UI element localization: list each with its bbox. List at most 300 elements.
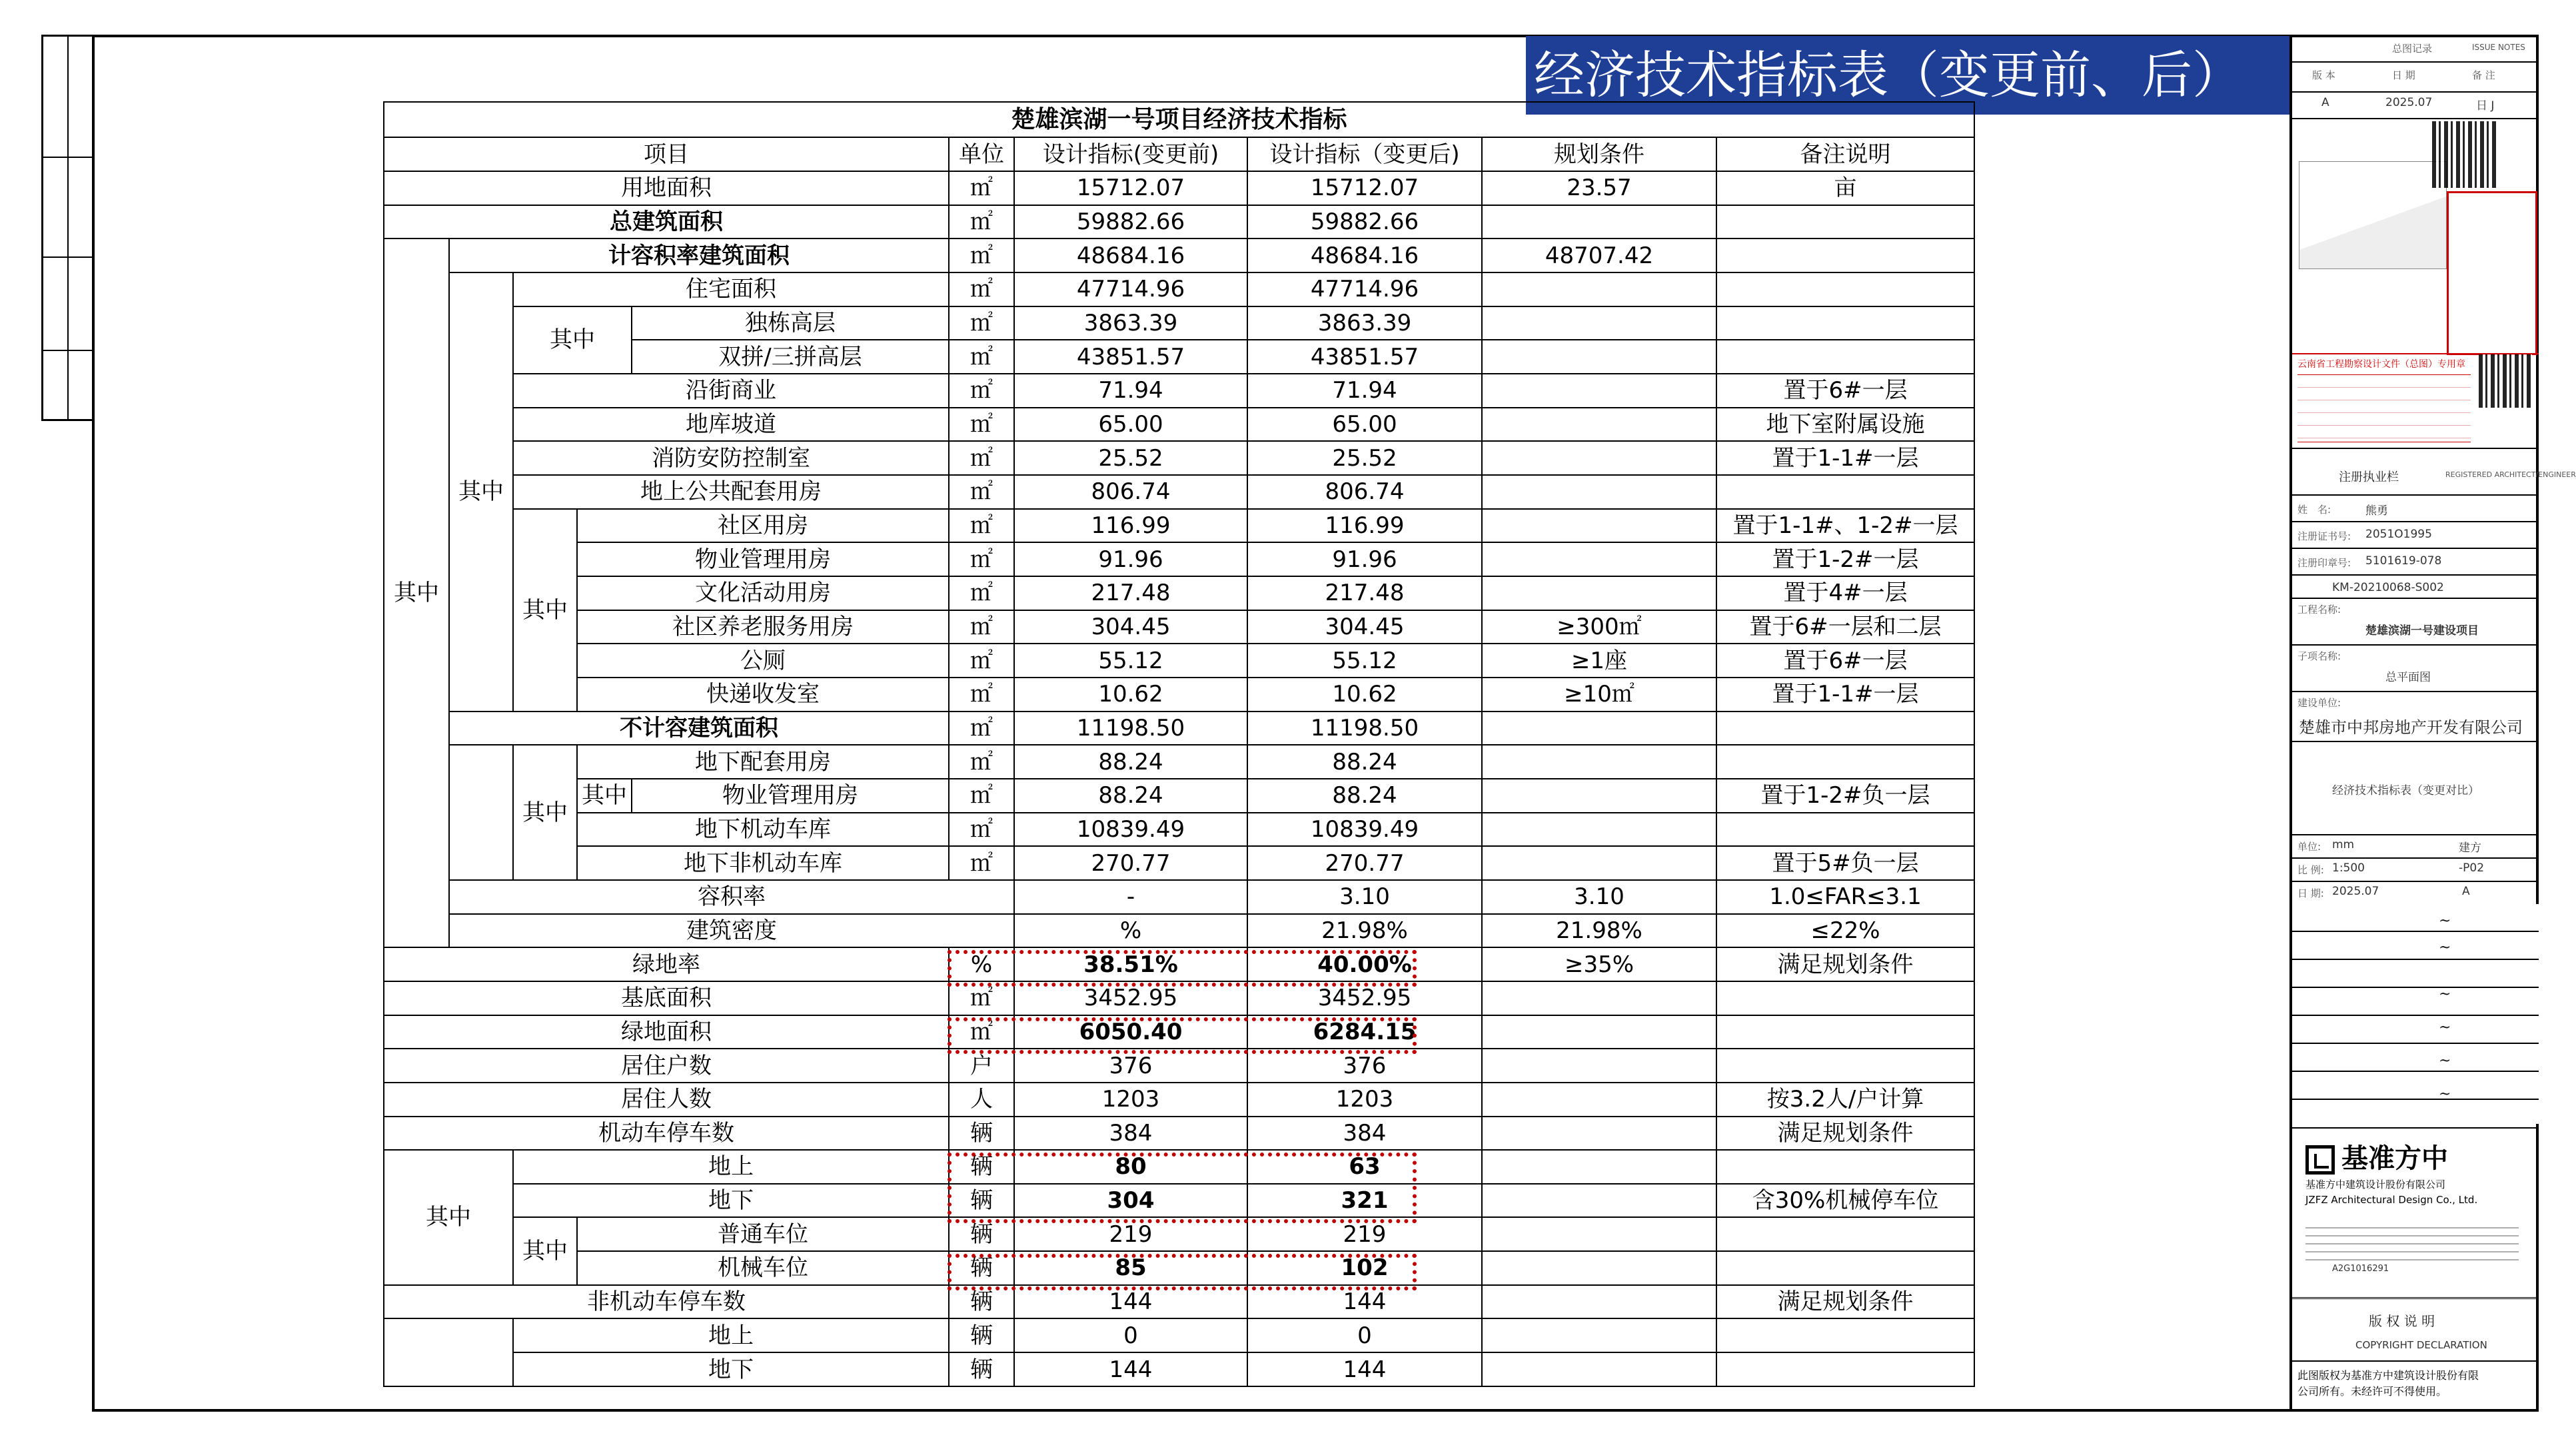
row-after: 11198.50: [1247, 712, 1482, 745]
name-value: 熊勇: [2365, 504, 2388, 518]
row-before: 55.12: [1014, 644, 1247, 678]
group-label: 其中: [384, 1150, 513, 1285]
row-before: 6050.40: [1014, 1015, 1247, 1049]
row-unit: ㎡: [949, 408, 1014, 442]
row-planning: [1482, 1251, 1716, 1285]
row-after: 25.52: [1247, 441, 1482, 475]
row-before: 71.94: [1014, 374, 1247, 408]
row-after: 6284.15: [1247, 1015, 1482, 1049]
row-remark: 地下室附属设施: [1716, 408, 1974, 442]
row-remark: [1716, 1217, 1974, 1251]
row-label: 物业管理用房: [577, 542, 949, 576]
row-label: 住宅面积: [513, 272, 949, 306]
row-remark: 置于1-2#一层: [1716, 542, 1974, 576]
row-label: 沿街商业: [513, 374, 949, 408]
table-title-row: [384, 102, 1974, 137]
row-before: 304: [1014, 1184, 1247, 1218]
row-remark: [1716, 475, 1974, 509]
row-label: 机动车停车数: [384, 1117, 949, 1151]
row-planning: 48707.42: [1482, 239, 1716, 272]
group-label: 其中: [577, 779, 632, 813]
unit-label: 单位:: [2297, 841, 2321, 853]
doc-number: A2G1016291: [2332, 1264, 2389, 1274]
table-row: [384, 745, 1974, 779]
row-after: 376: [1247, 1049, 1482, 1083]
row-after: 3863.39: [1247, 306, 1482, 340]
date-value: 2025.07: [2385, 96, 2433, 109]
row-planning: [1482, 1083, 1716, 1117]
row-remark: [1716, 981, 1974, 1015]
scale-value: 1:500: [2332, 861, 2365, 875]
row-after: 144: [1247, 1285, 1482, 1319]
row-before: 10.62: [1014, 678, 1247, 712]
drawing-number: -P02: [2459, 861, 2485, 875]
row-after: 144: [1247, 1352, 1482, 1386]
row-after: 21.98%: [1482, 914, 1716, 948]
row-remark: [1716, 1352, 1974, 1386]
row-unit: ㎡: [949, 745, 1014, 779]
row-remark: 置于6#一层: [1716, 644, 1974, 678]
row-remark: [1716, 745, 1974, 779]
copyright-title: 版 权 说 明: [2369, 1313, 2435, 1329]
row-remark: 置于6#一层: [1716, 374, 1974, 408]
row-after: 88.24: [1247, 745, 1482, 779]
row-after: 88.24: [1247, 779, 1482, 813]
row-unit: 辆: [949, 1318, 1014, 1352]
row-before: 85: [1014, 1251, 1247, 1285]
row-remark: 满足规划条件: [1716, 1285, 1974, 1319]
row-remark: 置于1-2#负一层: [1716, 779, 1974, 813]
copyright-en: COPYRIGHT DECLARATION: [2355, 1339, 2487, 1351]
row-unit: ㎡: [949, 846, 1014, 880]
stamp-value: 5101619-078: [2365, 554, 2442, 568]
row-label: 基底面积: [384, 981, 949, 1015]
row-label: 公厕: [577, 644, 949, 678]
row-after: 15712.07: [1247, 171, 1482, 205]
company-en: JZFZ Architectural Design Co., Ltd.: [2305, 1194, 2478, 1206]
group-label: 其中: [449, 272, 513, 712]
row-remark: [1716, 205, 1974, 239]
row-unit: ㎡: [949, 576, 1014, 610]
row-unit: 辆: [949, 1251, 1014, 1285]
signature-mark: ~: [2439, 986, 2451, 1003]
row-unit: 户: [949, 1049, 1014, 1083]
table-header-row: [384, 137, 1974, 171]
table-row: [384, 712, 1974, 745]
table-row: [384, 239, 1974, 272]
project-label: 工程名称:: [2297, 604, 2341, 616]
seal-stamp: [2447, 191, 2537, 355]
row-before: 304.45: [1014, 610, 1247, 644]
row-label: 地库坡道: [513, 408, 949, 442]
row-planning: ≤22%: [1716, 914, 1974, 948]
row-planning: [1482, 1352, 1716, 1386]
row-label: 总建筑面积: [384, 205, 949, 239]
signature-mark: ~: [2439, 1086, 2451, 1103]
row-after: 321: [1247, 1184, 1482, 1218]
row-unit: ㎡: [949, 981, 1014, 1015]
row-label: 地上公共配套用房: [513, 475, 949, 509]
row-unit: ㎡: [949, 171, 1014, 205]
row-after: 384: [1247, 1117, 1482, 1151]
table-row: [384, 1318, 1974, 1352]
row-remark: [1716, 1150, 1974, 1184]
row-remark: 亩: [1716, 171, 1974, 205]
row-after: 71.94: [1247, 374, 1482, 408]
title-block: [2289, 35, 2576, 1412]
row-after: 59882.66: [1247, 205, 1482, 239]
copyright-text-2: 公司所有。未经许可不得使用。: [2297, 1385, 2447, 1398]
row-planning: [1482, 576, 1716, 610]
row-before: 48684.16: [1014, 239, 1247, 272]
row-remark: 置于6#一层和二层: [1716, 610, 1974, 644]
signature-grid: [2292, 904, 2539, 1124]
row-planning: [1482, 1217, 1716, 1251]
row-planning: [1482, 340, 1716, 374]
row-remark: [1716, 306, 1974, 340]
table-row: [384, 475, 1974, 509]
row-planning: ≥35%: [1482, 947, 1716, 981]
row-before: 47714.96: [1014, 272, 1247, 306]
row-remark: [1716, 340, 1974, 374]
header-item: 项目: [384, 137, 949, 171]
row-planning: 23.57: [1482, 171, 1716, 205]
row-after: 806.74: [1247, 475, 1482, 509]
row-label: 社区养老服务用房: [577, 610, 949, 644]
blank-cell: [449, 745, 513, 880]
row-remark: 置于4#一层: [1716, 576, 1974, 610]
table-row: [384, 1184, 1974, 1218]
row-planning: [1482, 205, 1716, 239]
row-planning: [1482, 542, 1716, 576]
blank-cell: [384, 1318, 513, 1386]
row-unit: ㎡: [949, 509, 1014, 543]
row-before: 0: [1014, 1318, 1247, 1352]
row-after: 304.45: [1247, 610, 1482, 644]
row-unit: ㎡: [949, 272, 1014, 306]
row-before: 3863.39: [1014, 306, 1247, 340]
row-planning: [1482, 813, 1716, 847]
date2-value: 2025.07: [2332, 885, 2379, 898]
issue-notes-label: 总图记录: [2392, 43, 2433, 55]
row-unit: ㎡: [949, 205, 1014, 239]
row-before: 25.52: [1014, 441, 1247, 475]
table-row: [384, 914, 1974, 948]
row-planning: ≥10㎡: [1482, 678, 1716, 712]
client-label: 建设单位:: [2297, 697, 2341, 709]
copyright-text-1: 此图版权为基准方中建筑设计股份有限: [2297, 1369, 2479, 1382]
row-before: 88.24: [1014, 745, 1247, 779]
row-unit: ㎡: [949, 610, 1014, 644]
row-unit: ㎡: [949, 306, 1014, 340]
cert-value: 2051O1995: [2365, 528, 2432, 541]
row-after: 47714.96: [1247, 272, 1482, 306]
header-unit: 单位: [949, 137, 1014, 171]
table-title: 楚雄滨湖一号项目经济技术指标: [384, 102, 1974, 137]
site-thumbnail: [2299, 161, 2447, 269]
header-before: 设计指标(变更前): [1014, 137, 1247, 171]
row-label: 地下非机动车库: [577, 846, 949, 880]
table-row: [384, 1352, 1974, 1386]
table-row: [384, 1217, 1974, 1251]
table-row: [384, 408, 1974, 442]
header-remark: 备注说明: [1716, 137, 1974, 171]
group-label: 其中: [513, 745, 577, 880]
row-unit: 辆: [949, 1217, 1014, 1251]
name-label: 姓 名:: [2297, 504, 2331, 516]
row-planning: [1482, 475, 1716, 509]
table-row: [384, 205, 1974, 239]
table-row: [384, 644, 1974, 678]
row-label: 社区用房: [577, 509, 949, 543]
row-remark: 置于5#负一层: [1716, 846, 1974, 880]
row-before: 43851.57: [1014, 340, 1247, 374]
row-label: 建筑密度: [449, 914, 1014, 948]
table-row: [384, 1015, 1974, 1049]
table-row: [384, 509, 1974, 543]
version2-value: A: [2462, 885, 2470, 898]
row-after: 219: [1247, 1217, 1482, 1251]
row-unit: 辆: [949, 1184, 1014, 1218]
row-after: 102: [1247, 1251, 1482, 1285]
row-planning: ≥1座: [1482, 644, 1716, 678]
row-unit: ㎡: [949, 779, 1014, 813]
row-planning: [1482, 1117, 1716, 1151]
row-label: 容积率: [449, 880, 1014, 914]
unit-value: mm: [2332, 838, 2355, 851]
row-planning: [1482, 846, 1716, 880]
table-row: [384, 1285, 1974, 1319]
left-binding-strip: [41, 35, 92, 421]
row-after: 1203: [1247, 1083, 1482, 1117]
table-row: [384, 1117, 1974, 1151]
signature-mark: ~: [2439, 1019, 2451, 1036]
qr-code-icon: [2479, 354, 2532, 408]
row-unit: ㎡: [949, 374, 1014, 408]
row-planning: [1482, 408, 1716, 442]
issue-notes-en: ISSUE NOTES: [2472, 43, 2525, 52]
table-row: [384, 947, 1974, 981]
cert-label: 注册证书号:: [2297, 530, 2351, 542]
row-before: 144: [1014, 1285, 1247, 1319]
group-label: 其中: [513, 1217, 577, 1284]
table-row: [384, 1083, 1974, 1117]
row-unit: ㎡: [949, 441, 1014, 475]
row-remark: 置于1-1#一层: [1716, 441, 1974, 475]
row-unit: ㎡: [949, 542, 1014, 576]
row-before: 91.96: [1014, 542, 1247, 576]
row-label: 机械车位: [577, 1251, 949, 1285]
version-label: 版 本: [2312, 69, 2335, 81]
signature-mark: ~: [2439, 913, 2451, 929]
row-unit: 辆: [949, 1150, 1014, 1184]
row-label: 双拼/三拼高层: [632, 340, 949, 374]
row-remark: [1716, 1015, 1974, 1049]
economic-indicators-table: [383, 101, 1975, 1387]
row-label: 地上: [513, 1318, 949, 1352]
row-before: 219: [1014, 1217, 1247, 1251]
version-value: A: [2321, 96, 2329, 109]
date2-label: 日 期:: [2297, 887, 2324, 899]
group-label: 其中: [384, 239, 449, 947]
row-label: 普通车位: [577, 1217, 949, 1251]
table-row: [384, 846, 1974, 880]
table-row: [384, 306, 1974, 340]
row-before: 116.99: [1014, 509, 1247, 543]
company-logo-icon: [2305, 1145, 2335, 1175]
row-planning: [1482, 779, 1716, 813]
row-planning: [1482, 1318, 1716, 1352]
signature-mark: ~: [2439, 1053, 2451, 1069]
banner-title: 经济技术指标表（变更前、后）: [1526, 36, 2290, 115]
row-before: 80: [1014, 1150, 1247, 1184]
row-planning: [1482, 374, 1716, 408]
row-before: 21.98%: [1247, 914, 1482, 948]
row-label: 独栋高层: [632, 306, 949, 340]
table-row: [384, 981, 1974, 1015]
row-unit: %: [1014, 914, 1247, 948]
row-remark: 置于1-1#、1-2#一层: [1716, 509, 1974, 543]
table-row: [384, 1251, 1974, 1285]
row-remark: [1716, 272, 1974, 306]
row-unit: ㎡: [949, 1015, 1014, 1049]
row-before: 65.00: [1014, 408, 1247, 442]
row-remark: [1716, 813, 1974, 847]
stamp-label: 注册印章号:: [2297, 557, 2351, 569]
row-unit: ㎡: [949, 644, 1014, 678]
row-remark: 置于1-1#一层: [1716, 678, 1974, 712]
reg-header: 注册执业栏: [2339, 470, 2399, 484]
row-label: 消防安防控制室: [513, 441, 949, 475]
table-row: [384, 374, 1974, 408]
row-before: 3452.95: [1014, 981, 1247, 1015]
row-before: 59882.66: [1014, 205, 1247, 239]
date-label: 日 期: [2392, 69, 2415, 81]
client-name: 楚雄市中邦房地产开发有限公司: [2299, 718, 2523, 737]
row-unit: 辆: [949, 1352, 1014, 1386]
table-row: [384, 576, 1974, 610]
row-before: 1203: [1014, 1083, 1247, 1117]
row-after: 0: [1247, 1318, 1482, 1352]
company-cn: 基准方中: [2341, 1143, 2448, 1174]
row-remark: [1716, 712, 1974, 745]
row-unit: ㎡: [949, 678, 1014, 712]
row-planning: [1482, 981, 1716, 1015]
row-unit: ㎡: [949, 813, 1014, 847]
header-planning: 规划条件: [1482, 137, 1716, 171]
row-planning: [1482, 745, 1716, 779]
row-before: 376: [1014, 1049, 1247, 1083]
subitem-label: 子项名称:: [2297, 650, 2341, 662]
row-planning: 1.0≤FAR≤3.1: [1716, 880, 1974, 914]
category-value: 建方: [2459, 841, 2481, 855]
row-unit: ㎡: [949, 712, 1014, 745]
row-planning: [1482, 712, 1716, 745]
drawing-title: 经济技术指标表（变更对比）: [2332, 784, 2479, 797]
row-remark: 满足规划条件: [1716, 947, 1974, 981]
row-before: 217.48: [1014, 576, 1247, 610]
row-remark: [1716, 1318, 1974, 1352]
row-after: 10.62: [1247, 678, 1482, 712]
row-remark: [1716, 1049, 1974, 1083]
row-remark: [1716, 1251, 1974, 1285]
subitem-name: 总平面图: [2385, 671, 2431, 684]
row-before: 806.74: [1014, 475, 1247, 509]
group-label: 其中: [513, 509, 577, 712]
row-after: 65.00: [1247, 408, 1482, 442]
signature-mark: ~: [2439, 939, 2451, 956]
group-label: 其中: [513, 306, 632, 374]
header-after: 设计指标（变更后): [1247, 137, 1482, 171]
row-label: 地下: [513, 1352, 949, 1386]
row-after: 10839.49: [1247, 813, 1482, 847]
row-unit: ㎡: [949, 340, 1014, 374]
row-after: 63: [1247, 1150, 1482, 1184]
row-label: 计容积率建筑面积: [449, 239, 949, 272]
table-row: [384, 171, 1974, 205]
row-after: 55.12: [1247, 644, 1482, 678]
row-planning: [1482, 1015, 1716, 1049]
row-planning: ≥300㎡: [1482, 610, 1716, 644]
row-after: 116.99: [1247, 509, 1482, 543]
remark-label: 备 注: [2472, 69, 2495, 81]
company-full: 基准方中建筑设计股份有限公司: [2305, 1179, 2446, 1191]
row-label: 不计容建筑面积: [449, 712, 949, 745]
row-unit: 辆: [949, 1285, 1014, 1319]
table-row: [384, 272, 1974, 306]
row-remark: 含30%机械停车位: [1716, 1184, 1974, 1218]
row-after: 91.96: [1247, 542, 1482, 576]
row-label: 绿地面积: [384, 1015, 949, 1049]
row-planning: [1482, 441, 1716, 475]
table-row: [384, 813, 1974, 847]
row-label: 地下配套用房: [577, 745, 949, 779]
row-label: 物业管理用房: [632, 779, 949, 813]
row-planning: [1482, 1184, 1716, 1218]
project-name: 楚雄滨湖一号建设项目: [2365, 624, 2479, 638]
row-unit: -: [1014, 880, 1247, 914]
table-row: [384, 1049, 1974, 1083]
row-after: 3.10: [1482, 880, 1716, 914]
job-number: KM-20210068-S002: [2332, 581, 2444, 594]
row-after: 48684.16: [1247, 239, 1482, 272]
row-before: 15712.07: [1014, 171, 1247, 205]
row-before: 144: [1014, 1352, 1247, 1386]
row-remark: 按3.2人/户计算: [1716, 1083, 1974, 1117]
row-planning: [1482, 1285, 1716, 1319]
table-row: [384, 678, 1974, 712]
qr-code-icon: [2432, 121, 2499, 188]
row-before: 38.51%: [1014, 947, 1247, 981]
table-row: [384, 610, 1974, 644]
scale-label: 比 例:: [2297, 864, 2324, 876]
row-unit: %: [949, 947, 1014, 981]
row-before: 270.77: [1014, 846, 1247, 880]
row-before: 11198.50: [1014, 712, 1247, 745]
row-unit: ㎡: [949, 239, 1014, 272]
row-before: 3.10: [1247, 880, 1482, 914]
row-label: 地上: [513, 1150, 949, 1184]
seal-text: 云南省工程勘察设计文件（总图）专用章: [2297, 359, 2465, 370]
row-label: 非机动车停车数: [384, 1285, 949, 1319]
table-row: [384, 542, 1974, 576]
row-label: 用地面积: [384, 171, 949, 205]
row-label: 居住人数: [384, 1083, 949, 1117]
row-after: 40.00%: [1247, 947, 1482, 981]
row-label: 文化活动用房: [577, 576, 949, 610]
row-remark: [1716, 239, 1974, 272]
seal-detail-lines: [2297, 374, 2471, 442]
